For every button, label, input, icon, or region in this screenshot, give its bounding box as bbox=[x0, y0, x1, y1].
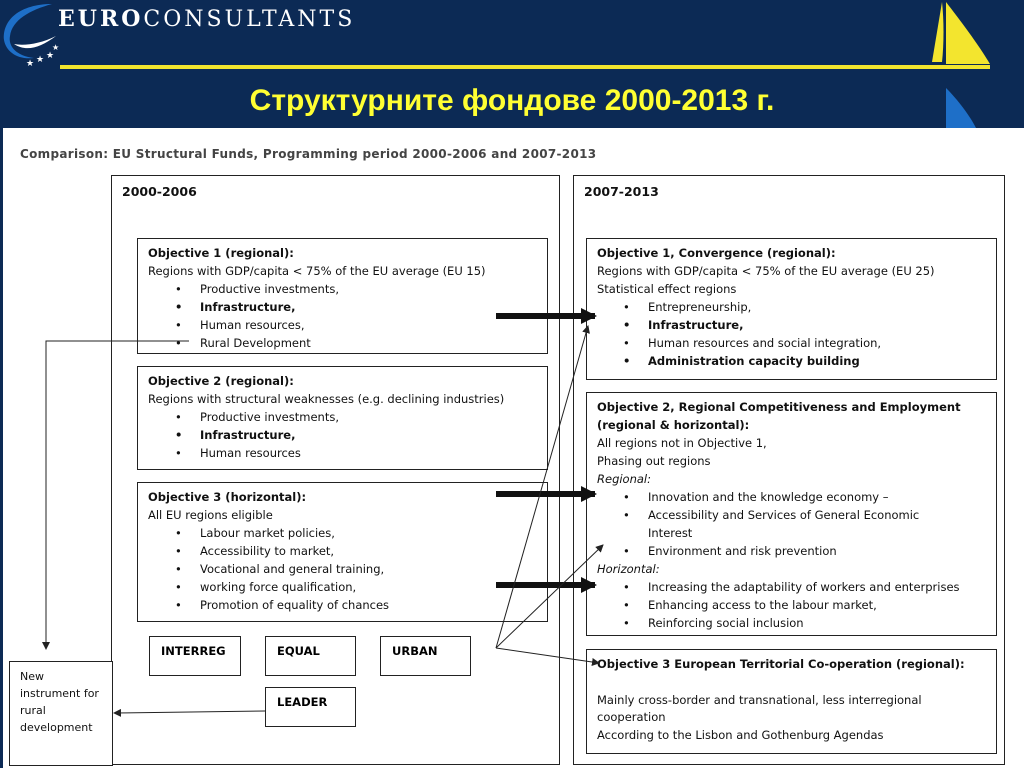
list-item: • Infrastructure, bbox=[648, 317, 743, 335]
list-item: • Productive investments, bbox=[200, 409, 339, 427]
objective-description: All regions not in Objective 1, bbox=[597, 436, 767, 450]
list-item: • Human resources, bbox=[200, 317, 305, 335]
objective-title: Objective 1 (regional): bbox=[148, 246, 294, 260]
list-item: • Promotion of equality of chances bbox=[200, 597, 389, 615]
period-label: 2007-2013 bbox=[584, 184, 659, 199]
euroconsultants-logo-icon bbox=[0, 0, 60, 70]
list-item: • Infrastructure, bbox=[200, 299, 295, 317]
svg-text:★: ★ bbox=[36, 55, 45, 65]
brand-name: EUROCONSULTANTS bbox=[58, 6, 356, 32]
rural-line: instrument for bbox=[20, 687, 99, 700]
list-item-continuation: Interest bbox=[648, 526, 693, 540]
arrow bbox=[496, 326, 588, 648]
rural-line: development bbox=[20, 721, 93, 734]
program-urban: URBAN bbox=[380, 636, 471, 676]
svg-text:★: ★ bbox=[26, 59, 35, 69]
objective-description: Phasing out regions bbox=[597, 454, 711, 468]
regional-label: Regional: bbox=[597, 472, 652, 486]
list-item: • Entrepreneurship, bbox=[648, 299, 751, 317]
program-interreg: INTERREG bbox=[149, 636, 241, 676]
arrow bbox=[114, 711, 265, 713]
objective-title: Objective 1, Convergence (regional): bbox=[597, 246, 836, 260]
objective-description: According to the Lisbon and Gothenburg Agendas bbox=[597, 728, 884, 742]
objective-title: (regional & horizontal): bbox=[597, 418, 750, 432]
horizontal-label: Horizontal: bbox=[597, 562, 660, 576]
rural-line: New bbox=[20, 670, 44, 683]
header-divider bbox=[60, 65, 990, 69]
list-item: • Labour market policies, bbox=[200, 525, 335, 543]
list-item: • Human resources bbox=[200, 445, 301, 463]
objective-description: All EU regions eligible bbox=[148, 508, 273, 522]
objective-description: cooperation bbox=[597, 710, 666, 724]
objective-title: Objective 2, Regional Competitiveness and Employment bbox=[597, 400, 961, 414]
list-item: • working force qualification, bbox=[200, 579, 356, 597]
list-item: • Reinforcing social inclusion bbox=[648, 615, 804, 633]
objective-title: Objective 2 (regional): bbox=[148, 374, 294, 388]
connector-arrows bbox=[3, 128, 1024, 768]
list-item: • Administration capacity building bbox=[648, 353, 860, 371]
rural-line: rural bbox=[20, 704, 46, 717]
period-label: 2000-2006 bbox=[122, 184, 197, 199]
list-item: • Rural Development bbox=[200, 335, 311, 353]
program-equal: EQUAL bbox=[265, 636, 356, 676]
list-item: • Enhancing access to the labour market, bbox=[648, 597, 877, 615]
objective-title: Objective 3 European Territorial Co-operation (regional): bbox=[597, 657, 965, 671]
list-item: • Environment and risk prevention bbox=[648, 543, 837, 561]
comparison-document bbox=[0, 128, 1024, 768]
arrow bbox=[496, 545, 603, 648]
list-item: • Human resources and social integration, bbox=[648, 335, 881, 353]
header-bar bbox=[0, 0, 1024, 128]
objective-description: Regions with GDP/capita < 75% of the EU average (EU 15) bbox=[148, 264, 486, 278]
objective-description: Regions with GDP/capita < 75% of the EU average (EU 25) bbox=[597, 264, 935, 278]
document-caption: Comparison: EU Structural Funds, Programming period 2000-2006 and 2007-2013 bbox=[20, 147, 597, 161]
list-item: • Vocational and general training, bbox=[200, 561, 384, 579]
objective-description: Regions with structural weaknesses (e.g. declining industries) bbox=[148, 392, 505, 406]
program-leader: LEADER bbox=[265, 687, 356, 727]
list-item: • Accessibility to market, bbox=[200, 543, 334, 561]
objective-title: Objective 3 (horizontal): bbox=[148, 490, 307, 504]
list-item: • Accessibility and Services of General Economic bbox=[648, 507, 919, 525]
objective-description: Mainly cross-border and transnational, less interregional bbox=[597, 693, 922, 707]
svg-text:★: ★ bbox=[52, 43, 60, 52]
list-item: • Infrastructure, bbox=[200, 427, 295, 445]
svg-text:★: ★ bbox=[46, 51, 55, 61]
page-title: Структурните фондове 2000-2013 г. bbox=[249, 84, 775, 117]
arrow bbox=[496, 648, 599, 663]
list-item: • Productive investments, bbox=[200, 281, 339, 299]
objective-description: Statistical effect regions bbox=[597, 282, 737, 296]
arrow bbox=[46, 341, 189, 649]
list-item: • Increasing the adaptability of workers and enterprises bbox=[648, 579, 960, 597]
list-item: • Innovation and the knowledge economy – bbox=[648, 489, 889, 507]
